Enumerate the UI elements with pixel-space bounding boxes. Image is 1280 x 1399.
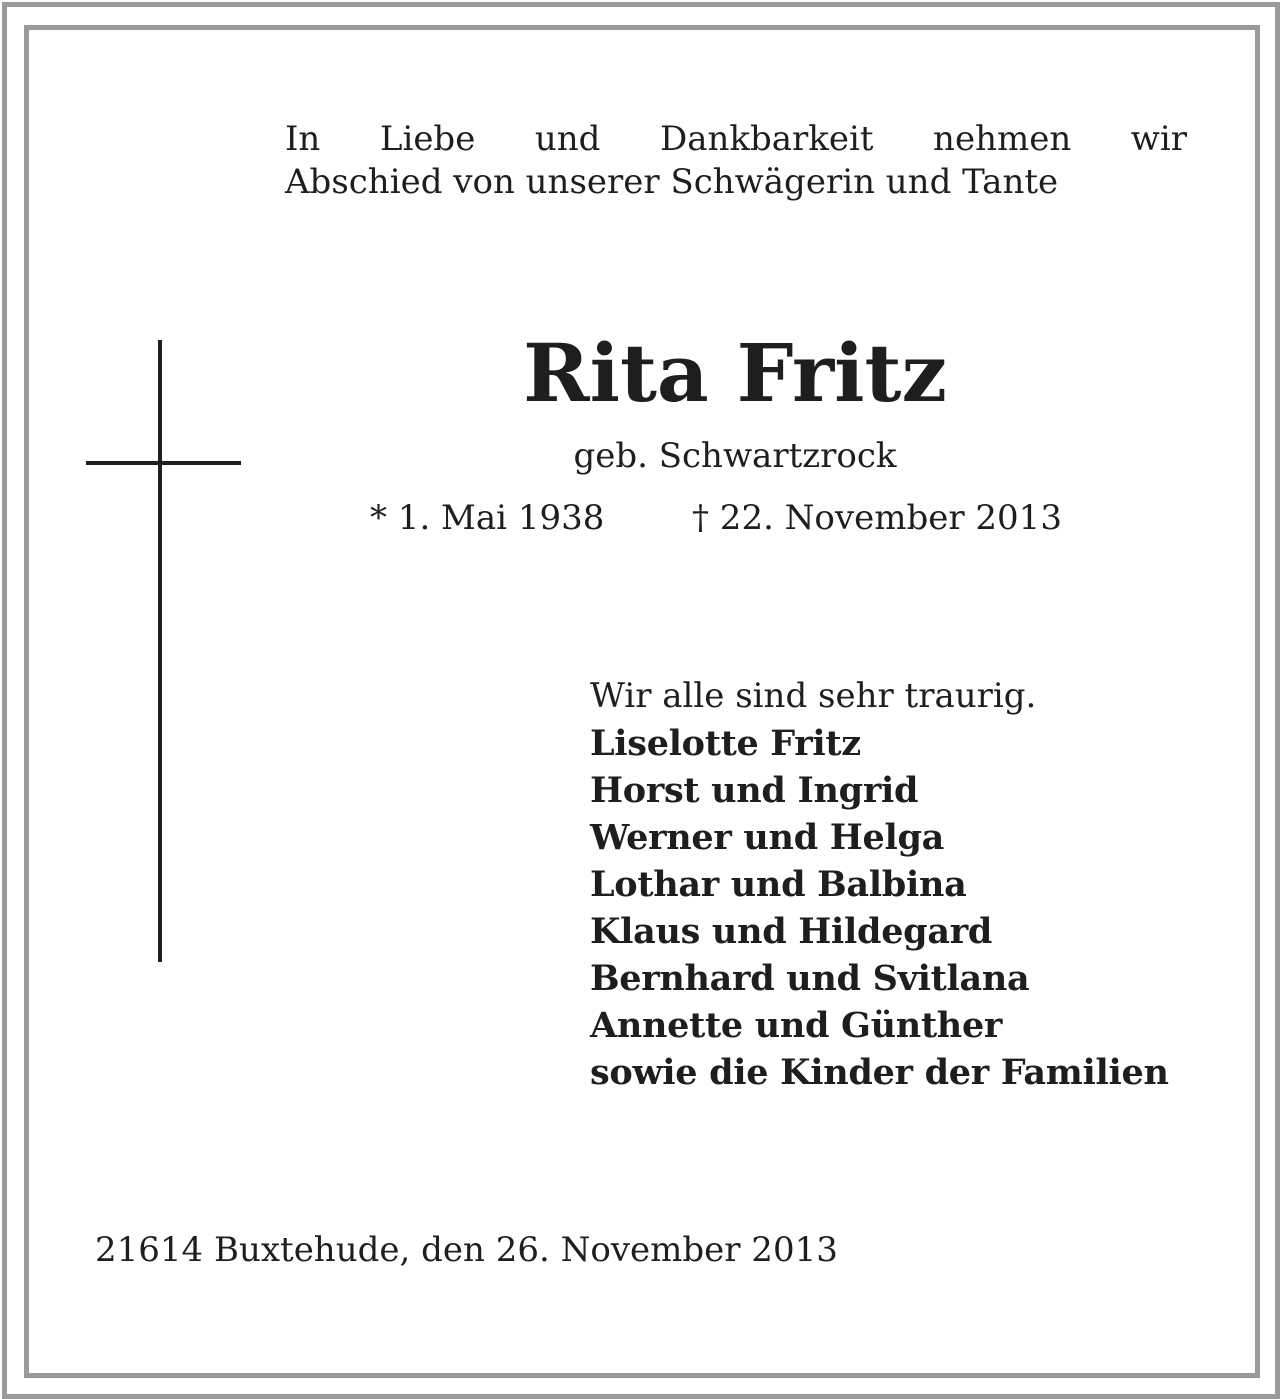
cross-horizontal-bar (86, 461, 241, 465)
birth-date: * 1. Mai 1938 (370, 498, 605, 538)
mourner-item: Liselotte Fritz (590, 723, 861, 764)
intro-line-2: Abschied von unserer Schwägerin und Tante (285, 162, 1059, 202)
maiden-name: geb. Schwartzrock (573, 436, 897, 476)
cross-vertical-bar (158, 340, 162, 962)
mourner-list (590, 720, 1230, 1096)
mourner-item: Lothar und Balbina (590, 864, 967, 905)
mourner-item: sowie die Kinder der Familien (590, 1052, 1169, 1093)
deceased-name: Rita Fritz (523, 326, 947, 420)
mourners-block (590, 672, 1230, 1096)
death-date: † 22. November 2013 (692, 498, 1062, 538)
place-date: 21614 Buxtehude, den 26. November 2013 (95, 1230, 838, 1270)
sad-line: Wir alle sind sehr traurig. (590, 676, 1037, 716)
mourner-item: Horst und Ingrid (590, 770, 919, 811)
mourner-item: Werner und Helga (590, 817, 945, 858)
mourner-item: Bernhard und Svitlana (590, 958, 1030, 999)
intro-line-1: In Liebe und Dankbarkeit nehmen wir (285, 119, 1187, 159)
mourner-item: Klaus und Hildegard (590, 911, 993, 952)
mourner-item: Annette und Günther (590, 1005, 1003, 1046)
